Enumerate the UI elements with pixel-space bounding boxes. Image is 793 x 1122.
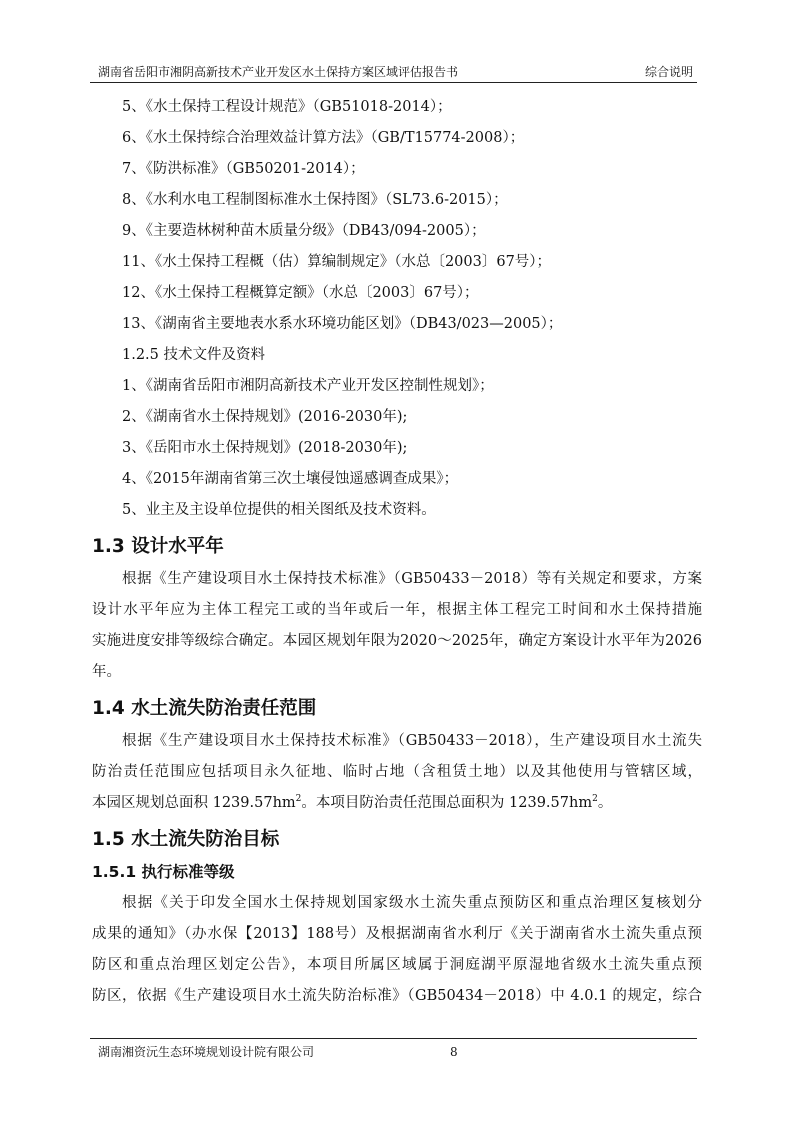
list-item: 7、《防洪标准》（GB50201-2014）；	[122, 161, 365, 177]
paragraph-line: 实施进度安排等级综合确定。本园区规划年限为2020～2025年，确定方案设计水平年为2026	[92, 633, 702, 649]
area-text-c: 。	[597, 795, 613, 811]
section-heading-1-3: 1.3 设计水平年	[92, 536, 224, 557]
header-title: 湖南省岳阳市湘阴高新技术产业开发区水土保持方案区域评估报告书	[98, 65, 459, 79]
tech-docs-heading: 1.2.5 技术文件及资料	[122, 347, 266, 363]
list-item: 5、《水土保持工程设计规范》（GB51018-2014）；	[122, 99, 452, 115]
page-number: 8	[450, 1045, 458, 1059]
unit-superscript: 2	[592, 794, 598, 805]
header-section: 综合说明	[644, 65, 693, 79]
paragraph-line: 防治责任范围应包括项目永久征地、临时占地（含租赁土地）以及其他使用与管辖区域，	[92, 764, 702, 780]
area-text-b: 。本项目防治责任范围总面积为 1239.57hm	[301, 795, 593, 811]
paragraph-1-4	[92, 726, 702, 819]
tech-docs-list	[92, 371, 702, 526]
area-text-a: 本园区规划总面积 1239.57hm	[92, 795, 296, 811]
list-item: 2、《湖南省水土保持规划》(2016-2030年);	[122, 409, 408, 425]
paragraph-line: 成果的通知》（办水保【2013】188号）及根据湖南省水利厅《关于湖南省水土流失重点预	[92, 926, 702, 942]
paragraph-line: 根据《生产建设项目水土保持技术标准》（GB50433－2018）等有关规定和要求，方案	[122, 571, 702, 587]
paragraph-line: 防区和重点治理区划定公告》，本项目所属区域属于洞庭湖平原湿地省级水土流失重点预	[92, 957, 702, 973]
section-heading-1-5: 1.5 水土流失防治目标	[92, 829, 280, 850]
paragraph-1-5-1	[92, 888, 702, 1012]
list-item: 5、业主及主设单位提供的相关图纸及技术资料。	[122, 502, 436, 518]
standards-list	[92, 92, 702, 340]
page-header	[90, 62, 697, 83]
unit-superscript: 2	[295, 794, 302, 805]
section-heading-1-4: 1.4 水土流失防治责任范围	[92, 698, 317, 719]
paragraph-line: 防区，依据《生产建设项目水土流失防治标准》（GB50434－2018）中 4.0.1 的规定，综合	[92, 988, 702, 1004]
list-item: 11、《水土保持工程概（估）算编制规定》（水总〔2003〕67号）；	[122, 254, 552, 270]
paragraph-line: 年。	[92, 664, 121, 680]
paragraph-1-3	[92, 564, 702, 688]
list-item: 9、《主要造林树种苗木质量分级》（DB43/094-2005）；	[122, 223, 486, 239]
list-item: 12、《水土保持工程概算定额》（水总〔2003〕67号）；	[122, 285, 479, 301]
list-item: 8、《水利水电工程制图标准水土保持图》（SL73.6-2015）；	[122, 192, 508, 208]
list-item: 6、《水土保持综合治理效益计算方法》（GB/T15774-2008）；	[122, 130, 525, 146]
list-item: 13、《湖南省主要地表水系水环境功能区划》（DB43/023—2005）；	[122, 316, 563, 332]
list-item: 1、《湖南省岳阳市湘阴高新技术产业开发区控制性规划》；	[122, 378, 494, 394]
footer-company: 湖南湘资沅生态环境规划设计院有限公司	[98, 1045, 315, 1059]
paragraph-line: 根据《关于印发全国水土保持规划国家级水土流失重点预防区和重点治理区复核划分	[122, 895, 702, 911]
subsection-heading-1-5-1: 1.5.1 执行标准等级	[92, 863, 235, 881]
paragraph-line: 根据《生产建设项目水土保持技术标准》（GB50433－2018），生产建设项目水土流失	[122, 733, 702, 749]
page-body	[92, 92, 702, 1012]
list-item: 3、《岳阳市水土保持规划》(2018-2030年);	[122, 440, 408, 456]
list-item: 4、《2015年湖南省第三次土壤侵蚀遥感调查成果》；	[122, 471, 459, 487]
paragraph-line: 设计水平年应为主体工程完工或的当年或后一年，根据主体工程完工时间和水土保持措施	[92, 602, 702, 618]
paragraph-line-area	[92, 788, 702, 819]
page-footer	[90, 1038, 697, 1061]
